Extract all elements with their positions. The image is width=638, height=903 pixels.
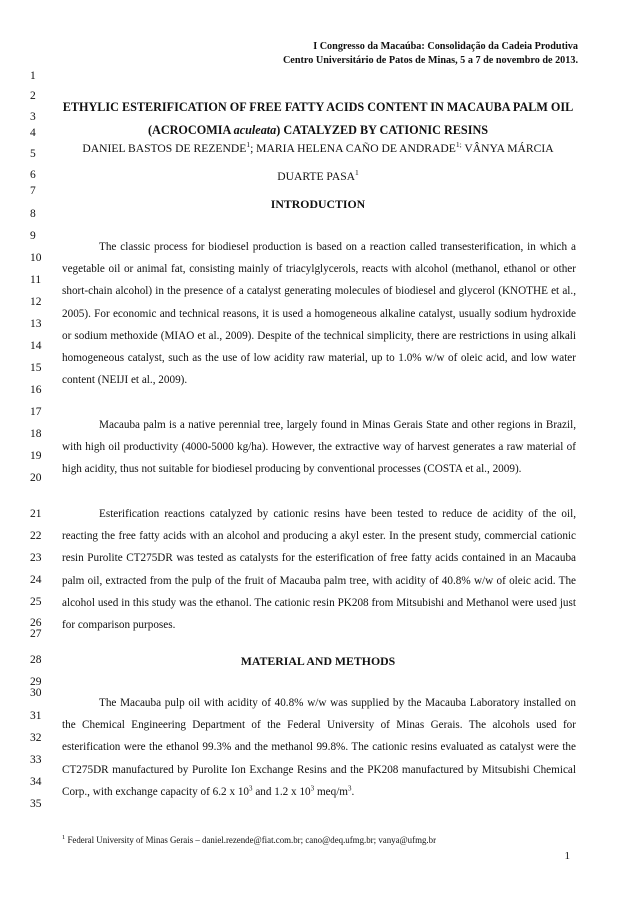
line-number: 32 (30, 732, 42, 744)
paragraph-3: Esterification reactions catalyzed by cationic resins have been tested to reduce de acidity of the oil, reacting the free fatty acids with an alcohol and producing a akyl ester. In the present study, commercial cationic resin Purolite CT275DR was tested as catalysts for the esterification of free fatty acids contained in an Macauba palm oil, extracted from the pulp of the fruit of Macauba palm tree, with acidity of 40.8% w/w of oleic acid. The alcohol used in this study was the ethanol. The cationic resin PK208 from Mitsubishi and Methanol were used just for comparison purposes. (62, 508, 576, 632)
line-number: 15 (30, 362, 42, 374)
line-number: 7 (30, 185, 36, 197)
line-number: 12 (30, 296, 42, 308)
line-number: 21 (30, 508, 42, 520)
footnote-text: Federal University of Minas Gerais – daniel.rezende@fiat.com.br; cano@deq.ufmg.br; vanya@ufmg.br (65, 834, 437, 845)
line-number: 2 (30, 90, 36, 102)
author-2-affiliation: 1; (455, 140, 462, 149)
line-number: 31 (30, 710, 42, 722)
header-line-1: I Congresso da Macaúba: Consolidação da Cadeia Produtiva (313, 41, 578, 52)
section-heading-methods: MATERIAL AND METHODS (240, 654, 396, 668)
line-number: 30 (30, 687, 42, 699)
line-number: 17 (30, 406, 42, 418)
title-part-2: ) CATALYZED BY CATIONIC RESINS (276, 123, 489, 137)
line-number: 8 (30, 208, 36, 220)
line-number: 28 (30, 654, 42, 666)
line-number: 10 (30, 252, 42, 264)
line-number: 19 (30, 450, 42, 462)
line-number: 35 (30, 798, 42, 810)
title-part-1: ETHYLIC ESTERIFICATION OF FREE FATTY ACIDS CONTENT IN MACAUBA PALM OIL (ACROCOMIA (62, 100, 574, 137)
line-number: 25 (30, 596, 42, 608)
line-number: 23 (30, 552, 42, 564)
line-number: 1 (30, 70, 36, 82)
paragraph-4-text: The Macauba pulp oil with acidity of 40.8% w/w was supplied by the Macauba Laboratory installed on the Chemical Engineering Department of the Federal University of Minas Gerais. The alcohols used for esterification were the ethanol 99.3% and the methanol 99.8%. The cationic resins evaluated as catalyst were the CT275DR manufactured by Purolite Ion Exchange Resins and the PK208 manufactured by Mitsubishi Chemical Corp., with exchange capacity of 6.2 x 10 (62, 697, 576, 798)
line-number: 6 (30, 169, 36, 181)
line-number: 22 (30, 530, 42, 542)
author-2: ; MARIA HELENA CAÑO DE ANDRADE (250, 141, 456, 155)
paragraph-4-text: and 1.2 x 10 (252, 785, 311, 798)
paragraph-4 (62, 692, 576, 803)
line-number: 20 (30, 472, 42, 484)
line-number: 26 (30, 617, 42, 629)
conference-header (158, 40, 578, 68)
section-heading-introduction: INTRODUCTION (270, 197, 366, 211)
line-number: 4 (30, 127, 36, 139)
line-number: 13 (30, 318, 42, 330)
line-number: 16 (30, 384, 42, 396)
line-number: 24 (30, 574, 42, 586)
paragraph-4-text: meq/m (314, 785, 349, 798)
line-number: 29 (30, 676, 42, 688)
line-number: 33 (30, 754, 42, 766)
author-3: VÂNYA MÁRCIA DUARTE PASA (277, 141, 554, 183)
author-1-affiliation: 1 (246, 140, 251, 149)
paragraph-1: The classic process for biodiesel production is based on a reaction called transesterification, in which a vegetable oil or animal fat, consisting mainly of triacylglycerols, reacts with alcohol (methanol, ethanol or other short-chain alcohol) in the presence of a catalyst generating molecules of biodiesel and glycerol (KNOTHE et al., 2005). For economic and technical reasons, it is used a homogeneous alkaline catalyst, usually sodium hydroxide or sodium methoxide (MIAO et al., 2009). Despite of the technical simplicity, there are restrictions in using alkali homogeneous catalyst, such as the use of low acidity raw material, up to 1.0% w/w of oleic acid, and low water content (NEIJI et al., 2009). (62, 241, 576, 387)
title-italic: aculeata (233, 123, 277, 137)
exponent: 3 (310, 784, 315, 793)
line-number: 9 (30, 230, 36, 242)
author-3-affiliation: 1 (355, 167, 359, 177)
paragraph-4-text: . (351, 785, 355, 798)
footnote-marker: 1 (62, 834, 66, 841)
line-number: 11 (30, 274, 42, 286)
line-number: 3 (30, 111, 36, 123)
author-list (62, 133, 574, 189)
page-number: 1 (564, 850, 570, 862)
line-number: 5 (30, 148, 36, 160)
paragraph-2: Macauba palm is a native perennial tree, largely found in Minas Gerais State and other regions in Brazil, with high oil productivity (4000-5000 kg/ha). However, the extractive way of harvest generates a raw material of high acidity, thus not suitable for biodiesel producing by conventional processes (COSTA et al., 2009). (62, 419, 576, 476)
line-number: 34 (30, 776, 42, 788)
exponent: 3 (249, 784, 253, 793)
line-number: 14 (30, 340, 42, 352)
line-number: 27 (30, 628, 42, 640)
header-line-2: Centro Universitário de Patos de Minas, 5 a 7 de novembro de 2013. (282, 55, 578, 66)
line-number: 18 (30, 428, 42, 440)
exponent: 3 (348, 784, 352, 793)
author-1: DANIEL BASTOS DE REZENDE (82, 141, 247, 155)
footnote (62, 834, 576, 845)
